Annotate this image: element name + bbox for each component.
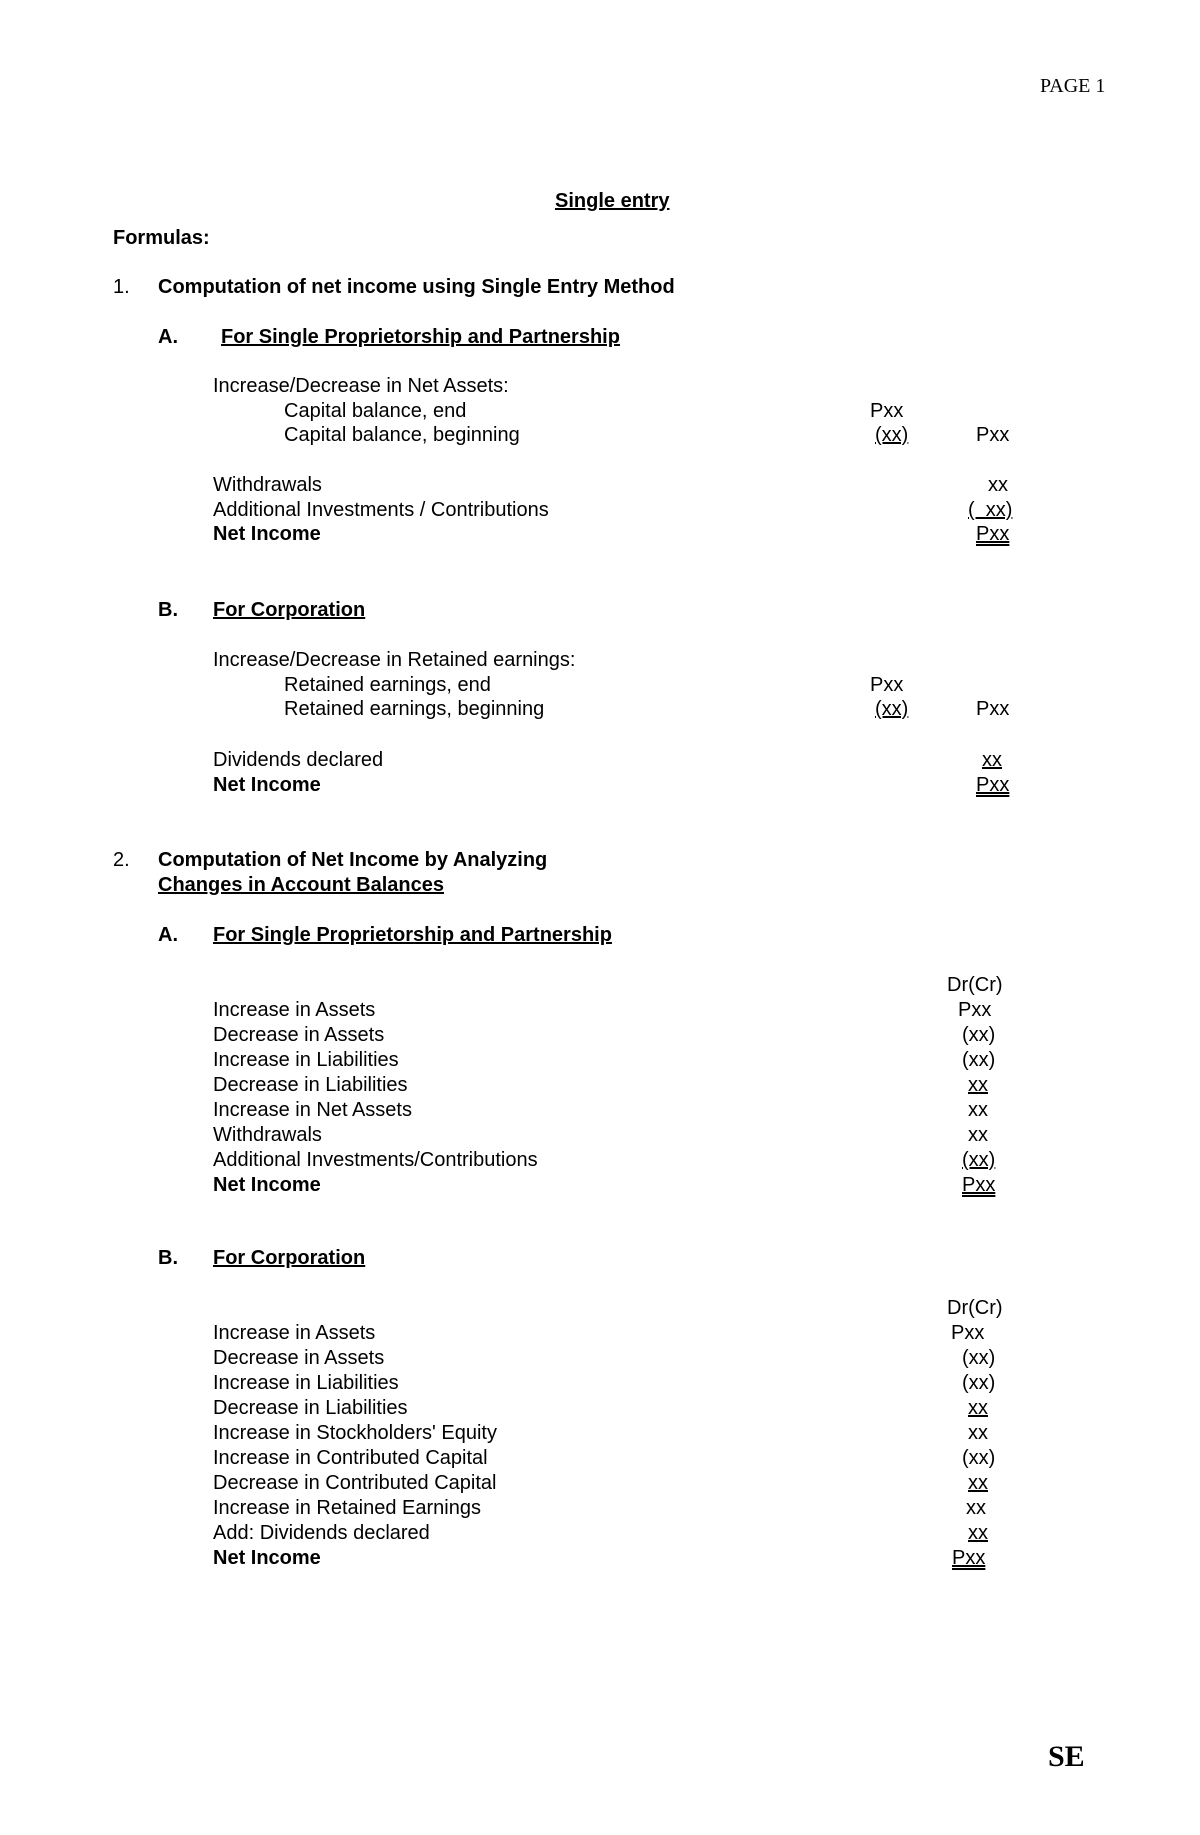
line-label: Dividends declared	[213, 749, 384, 771]
row-label: Decrease in Assets	[213, 1347, 385, 1369]
row-amount: xx	[968, 1422, 988, 1444]
row-amount: Pxx	[951, 1322, 985, 1344]
line-amount: Pxx	[870, 674, 904, 696]
line-amount: Pxx	[870, 400, 904, 422]
row-label: Increase in Assets	[213, 999, 376, 1021]
line-amount: (xx)	[875, 424, 909, 446]
row-amount: Pxx	[958, 999, 992, 1021]
row-amount: xx	[968, 1074, 988, 1096]
row-amount: xx	[966, 1497, 986, 1519]
document-title: Single entry	[555, 190, 670, 212]
section-title: Computation of Net Income by Analyzing	[158, 849, 548, 871]
row-amount: xx	[968, 1472, 988, 1494]
row-label: Increase in Stockholders' Equity	[213, 1422, 497, 1444]
line-label: Retained earnings, end	[284, 674, 491, 696]
section-number: 2.	[113, 849, 130, 871]
section-title: Changes in Account Balances	[158, 874, 444, 896]
row-amount: (xx)	[962, 1347, 996, 1369]
net-income-amount: Pxx	[962, 1174, 996, 1196]
row-label: Increase in Assets	[213, 1322, 376, 1344]
formulas-label: Formulas:	[113, 227, 210, 249]
line-label: Additional Investments / Contributions	[213, 499, 549, 521]
row-label: Increase in Net Assets	[213, 1099, 412, 1121]
line-total: Pxx	[976, 424, 1010, 446]
subsection-title: For Single Proprietorship and Partnership	[221, 326, 620, 348]
row-amount: xx	[968, 1522, 988, 1544]
row-amount: (xx)	[962, 1149, 996, 1171]
row-label: Additional Investments/Contributions	[213, 1149, 538, 1171]
subsection-letter: A.	[158, 326, 178, 348]
subsection-title: For Corporation	[213, 599, 366, 621]
row-label: Increase in Retained Earnings	[213, 1497, 481, 1519]
subsection-letter: A.	[158, 924, 178, 946]
line-total: ( xx)	[968, 499, 1013, 521]
page-number: PAGE 1	[1040, 75, 1106, 97]
row-label: Increase in Liabilities	[213, 1372, 399, 1394]
line-amount: (xx)	[875, 698, 909, 720]
line-total: xx	[988, 474, 1008, 496]
row-amount: xx	[968, 1124, 988, 1146]
section-title: Computation of net income using Single Entry Method	[158, 276, 675, 298]
column-header: Dr(Cr)	[947, 974, 1003, 996]
row-label: Decrease in Assets	[213, 1024, 385, 1046]
subsection-letter: B.	[158, 1247, 178, 1269]
net-income-label: Net Income	[213, 1547, 321, 1569]
line-total: Pxx	[976, 698, 1010, 720]
subsection-title: For Corporation	[213, 1247, 366, 1269]
row-label: Decrease in Contributed Capital	[213, 1472, 497, 1494]
net-income-label: Net Income	[213, 523, 321, 545]
row-label: Increase in Liabilities	[213, 1049, 399, 1071]
subsection-title: For Single Proprietorship and Partnership	[213, 924, 612, 946]
net-income-amount: Pxx	[976, 774, 1010, 796]
row-label: Increase in Contributed Capital	[213, 1447, 488, 1469]
line-label: Capital balance, end	[284, 400, 467, 422]
row-amount: xx	[968, 1397, 988, 1419]
row-amount: (xx)	[962, 1372, 996, 1394]
row-label: Withdrawals	[213, 1124, 322, 1146]
net-income-amount: Pxx	[976, 523, 1010, 545]
line-label: Increase/Decrease in Net Assets:	[213, 375, 509, 397]
row-amount: (xx)	[962, 1024, 996, 1046]
line-label: Increase/Decrease in Retained earnings:	[213, 649, 576, 671]
net-income-label: Net Income	[213, 1174, 321, 1196]
row-label: Decrease in Liabilities	[213, 1397, 408, 1419]
row-amount: xx	[968, 1099, 988, 1121]
row-label: Decrease in Liabilities	[213, 1074, 408, 1096]
net-income-amount: Pxx	[952, 1547, 986, 1569]
net-income-label: Net Income	[213, 774, 321, 796]
footer-mark: SE	[1048, 1740, 1085, 1773]
section-number: 1.	[113, 276, 130, 298]
subsection-letter: B.	[158, 599, 178, 621]
column-header: Dr(Cr)	[947, 1297, 1003, 1319]
row-amount: (xx)	[962, 1049, 996, 1071]
row-label: Add: Dividends declared	[213, 1522, 430, 1544]
line-label: Retained earnings, beginning	[284, 698, 545, 720]
line-total: xx	[982, 749, 1002, 771]
line-label: Withdrawals	[213, 474, 322, 496]
line-label: Capital balance, beginning	[284, 424, 520, 446]
row-amount: (xx)	[962, 1447, 996, 1469]
